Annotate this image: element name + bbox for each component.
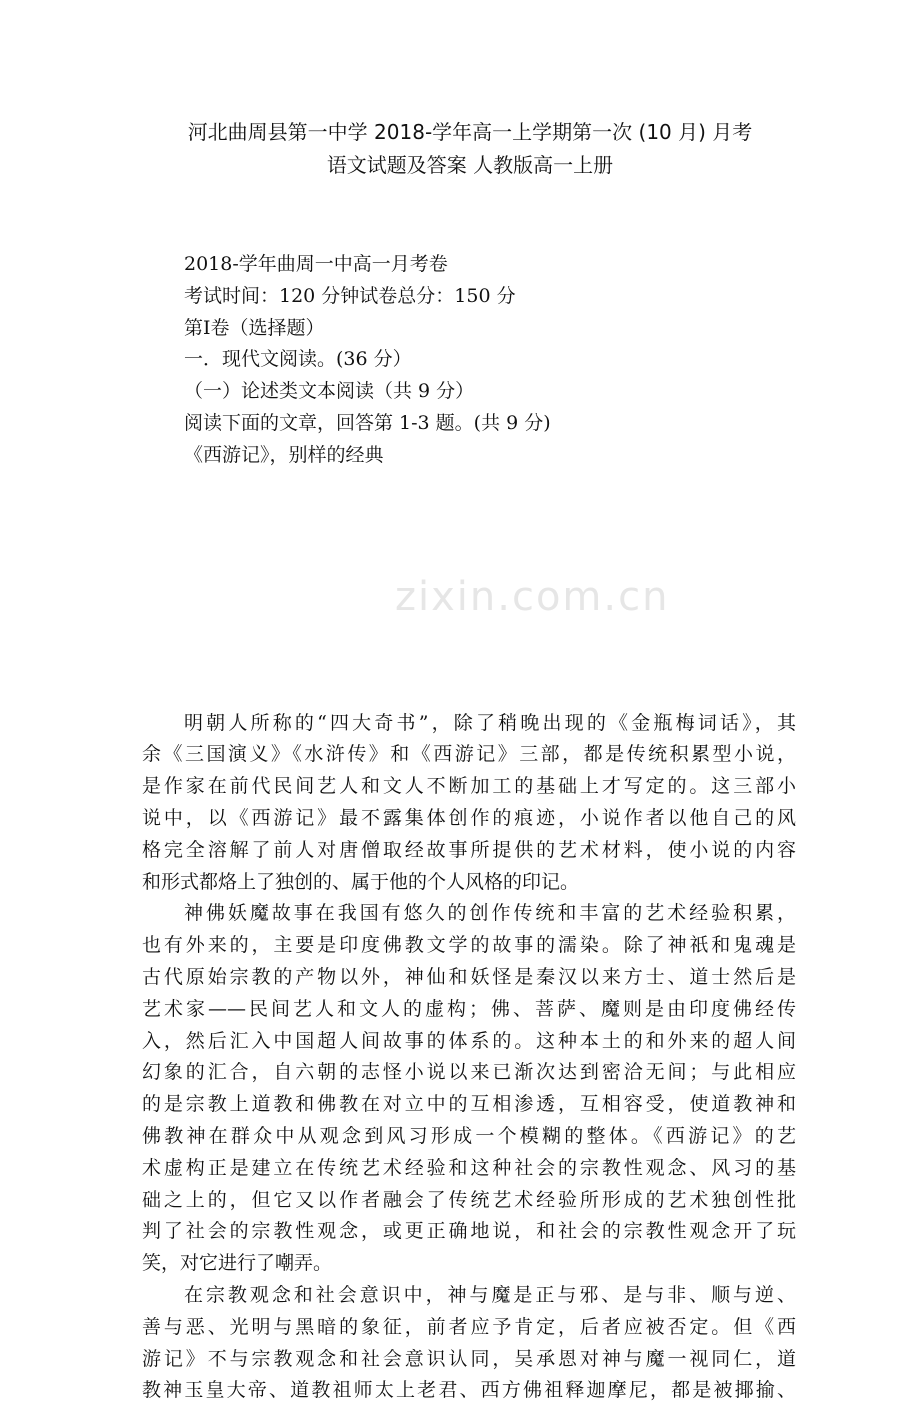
paragraph-line: 入，然后汇入中国超人间故事的体系的。这种本土的和外来的超人间: [142, 1029, 796, 1052]
article-body: [142, 708, 796, 1407]
article-title: 《西游记》，别样的经典: [184, 443, 384, 466]
paragraph-line: 善与恶、光明与黑暗的象征，前者应予肯定，后者应被否定。但《西: [142, 1315, 796, 1338]
section-heading: 一．现代文阅读。(36 分）: [184, 348, 412, 371]
paragraph-line: 术虚构正是建立在传统艺术经验和这种社会的宗教性观念、风习的基: [142, 1156, 796, 1179]
title-line-2: 语文试题及答案 人教版高一上册: [326, 153, 614, 177]
paragraph-3: [142, 1280, 796, 1407]
paragraph-line: 在宗教观念和社会意识中，神与魔是正与邪、是与非、顺与逆、: [184, 1283, 796, 1306]
paragraph-line: 格完全溶解了前人对唐僧取经故事所提供的艺术材料，使小说的内容: [142, 838, 796, 861]
volume-heading: 第Ⅰ卷（选择题）: [184, 316, 325, 339]
paragraph-1: [142, 708, 796, 899]
paragraph-line: 和形式都烙上了独创的、属于他的个人风格的印记。: [142, 870, 580, 893]
paragraph-line: 明朝人所称的“四大奇书”，除了稍晚出现的《金瓶梅词话》，其: [184, 711, 796, 734]
subsection-heading: （一）论述类文本阅读（共 9 分）: [184, 380, 475, 403]
title-line-1: 河北曲周县第一中学 2018-学年高一上学期第一次 (10 月) 月考: [187, 120, 753, 144]
paragraph-line: 佛教神在群众中从观念到风习形成一个模糊的整体。《西游记》的艺: [142, 1124, 796, 1147]
paragraph-line: 的是宗教上道教和佛教在对立中的互相渗透，互相容受，使道教神和: [142, 1093, 796, 1116]
paragraph-line: 础之上的，但它又以作者融会了传统艺术经验所形成的艺术独创性批: [142, 1188, 796, 1211]
paragraph-line: 教神玉皇大帝、道教祖师太上老君、西方佛祖释迦摩尼，都是被揶揄、: [142, 1379, 796, 1402]
reading-instruction: 阅读下面的文章，回答第 1-3 题。(共 9 分): [184, 411, 551, 434]
exam-time-score: 考试时间：120 分钟试卷总分：150 分: [184, 284, 516, 307]
paragraph-2: [142, 898, 796, 1280]
paragraph-line: 笑，对它进行了嘲弄。: [142, 1252, 333, 1275]
paragraph-line: 幻象的汇合，自六朝的志怪小说以来已渐次达到密洽无间；与此相应: [142, 1061, 796, 1084]
paragraph-line: 判了社会的宗教性观念，或更正确地说，和社会的宗教性观念开了玩: [142, 1220, 796, 1243]
paragraph-line: 艺术家——民间艺人和文人的虚构；佛、菩萨、魔则是由印度佛经传: [142, 997, 796, 1020]
exam-name: 2018-学年曲周一中高一月考卷: [184, 253, 448, 275]
exam-meta: [184, 249, 804, 472]
paragraph-line: 也有外来的，主要是印度佛教文学的故事的濡染。除了神祇和鬼魂是: [142, 934, 796, 957]
document-title: [150, 116, 790, 182]
paragraph-line: 古代原始宗教的产物以外，神仙和妖怪是秦汉以来方士、道士然后是: [142, 965, 796, 988]
paragraph-line: 是作家在前代民间艺人和文人不断加工的基础上才写定的。这三部小: [142, 775, 796, 798]
paragraph-line: 神佛妖魔故事在我国有悠久的创作传统和丰富的艺术经验积累，: [184, 902, 796, 925]
paragraph-line: 余《三国演义》《水浒传》和《西游记》三部，都是传统积累型小说，: [142, 743, 796, 766]
watermark: zixin.com.cn: [395, 574, 670, 620]
paragraph-line: 游记》不与宗教观念和社会意识认同，吴承恩对神与魔一视同仁，道: [142, 1347, 796, 1370]
paragraph-line: 说中，以《西游记》最不露集体创作的痕迹，小说作者以他自己的风: [142, 806, 796, 829]
